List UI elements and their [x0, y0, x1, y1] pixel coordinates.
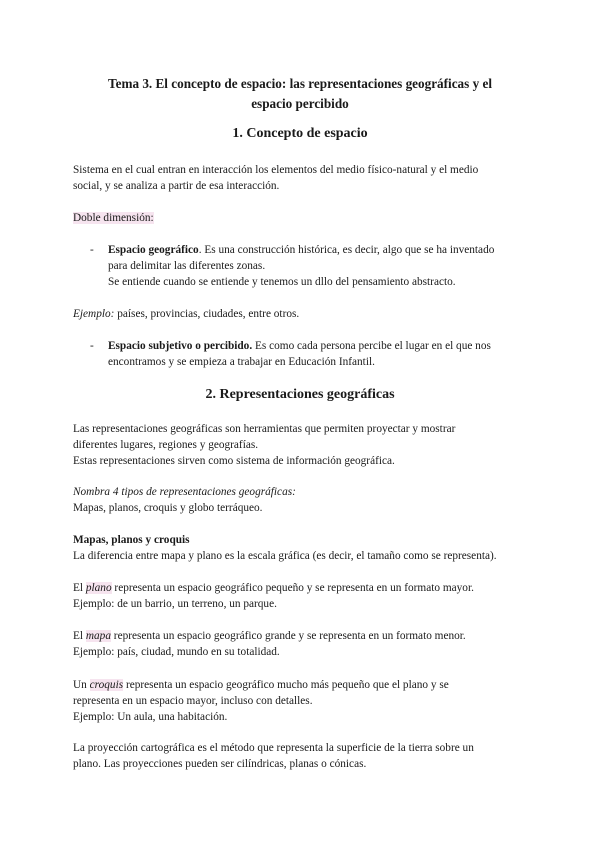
- text-line: diferentes lugares, regiones y geografías.: [73, 439, 259, 451]
- ejemplo-line: [73, 306, 527, 322]
- text-line: Mapas, planos, croquis y globo terráqueo.: [73, 502, 263, 514]
- text-span: El: [73, 630, 86, 642]
- text-line: La diferencia entre mapa y plano es la escala gráfica (es decir, el tamaño como se representa).: [73, 550, 497, 562]
- text-line: representa en un espacio mayor, incluso con detalles.: [73, 695, 313, 707]
- text-span: países, provincias, ciudades, entre otros.: [114, 308, 300, 320]
- paragraph-proyeccion: [73, 740, 527, 772]
- text-line: social, y se analiza a partir de esa interacción.: [73, 180, 280, 192]
- text-line: Estas representaciones sirven como sistema de información geográfica.: [73, 455, 395, 467]
- dash-bullet: -: [90, 340, 94, 352]
- highlighted-word: plano: [85, 582, 112, 594]
- text-span: representa un espacio geográfico mucho más pequeño que el plano y se: [123, 679, 449, 691]
- text-span: . Es una construcción histórica, es decir, algo que se ha inventado: [198, 244, 495, 256]
- text-line: plano. Las proyecciones pueden ser cilíndricas, planas o cónicas.: [73, 758, 367, 770]
- text-span: representa un espacio geográfico pequeño y se representa en un formato mayor.: [111, 582, 474, 594]
- text-line: [73, 532, 527, 548]
- text-line: [108, 242, 527, 258]
- ejemplo-label: Ejemplo:: [73, 308, 115, 320]
- paragraph-representaciones: [73, 421, 527, 469]
- section-heading-representaciones: 2. Representaciones geográficas: [205, 387, 395, 402]
- text-line: Las representaciones geográficas son herramientas que permiten proyectar y mostrar: [73, 423, 456, 435]
- term-bold: Espacio subjetivo o percibido.: [108, 340, 253, 352]
- text-line: La proyección cartográfica es el método que representa la superficie de la tierra sobre un: [73, 742, 474, 754]
- paragraph-plano: [73, 580, 527, 612]
- page-title: [73, 74, 527, 114]
- list-item-espacio-geografico: [90, 242, 527, 290]
- paragraph-definicion: [73, 162, 527, 194]
- text-line: Ejemplo: país, ciudad, mundo en su totalidad.: [73, 646, 280, 658]
- text-line: para delimitar las diferentes zonas.: [108, 260, 266, 272]
- title-line-1: Tema 3. El concepto de espacio: las representaciones geográficas y el: [108, 76, 492, 91]
- text-line: [73, 580, 527, 596]
- paragraph-tipos: [73, 484, 527, 516]
- paragraph-mapa: [73, 628, 527, 660]
- text-line: Ejemplo: de un barrio, un terreno, un parque.: [73, 598, 277, 610]
- doble-dimension-label: [73, 210, 527, 226]
- text-line: [73, 677, 527, 693]
- highlighted-text: Doble dimensión:: [73, 212, 154, 224]
- dash-bullet: -: [90, 244, 94, 256]
- paragraph-croquis: [73, 677, 527, 725]
- text-span: representa un espacio geográfico grande y se representa en un formato menor.: [110, 630, 466, 642]
- text-line: Ejemplo: Un aula, una habitación.: [73, 711, 228, 723]
- question-line: [73, 484, 527, 500]
- text-line: Se entiende cuando se entiende y tenemos un dllo del pensamiento abstracto.: [108, 276, 456, 288]
- subheading: Mapas, planos y croquis: [73, 534, 190, 546]
- question-text: Nombra 4 tipos de representaciones geográficas:: [73, 486, 296, 498]
- section-heading-concepto: 1. Concepto de espacio: [232, 126, 368, 141]
- text-line: [73, 628, 527, 644]
- text-span: El: [73, 582, 86, 594]
- text-span: Es como cada persona percibe el lugar en el que nos: [252, 340, 491, 352]
- text-line: [108, 338, 527, 354]
- highlighted-word: croquis: [89, 679, 124, 691]
- paragraph-mapas-planos-croquis: [73, 532, 527, 564]
- highlighted-word: mapa: [85, 630, 111, 642]
- text-span: Un: [73, 679, 90, 691]
- text-line: encontramos y se empieza a trabajar en Educación Infantil.: [108, 356, 375, 368]
- text-line: Sistema en el cual entran en interacción los elementos del medio físico-natural y el medio: [73, 164, 479, 176]
- term-bold: Espacio geográfico: [108, 244, 199, 256]
- title-line-2: espacio percibido: [251, 96, 349, 111]
- list-item-espacio-subjetivo: [90, 338, 527, 370]
